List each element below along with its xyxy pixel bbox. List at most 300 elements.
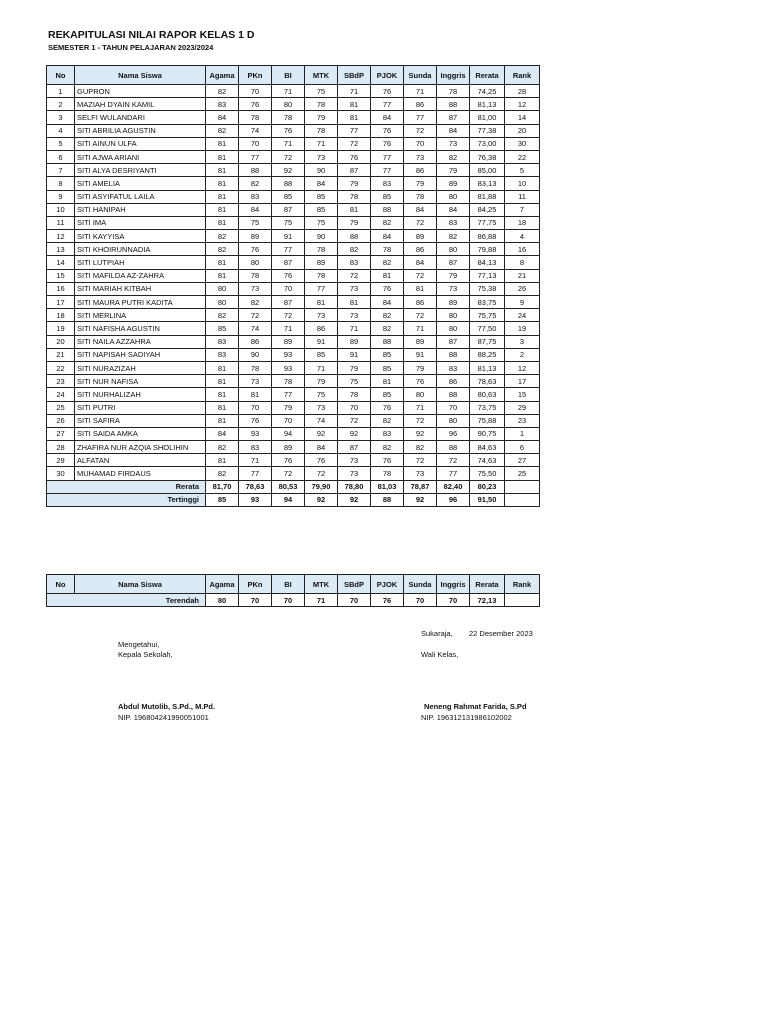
score-cell: 73	[239, 282, 272, 295]
score-cell: 76	[404, 375, 437, 388]
table-row	[47, 111, 540, 124]
table-row	[47, 216, 540, 229]
empty-cell	[505, 594, 540, 607]
student-name: SITI AMELIA	[75, 177, 206, 190]
score-cell: 71	[338, 322, 371, 335]
column-header: PKn	[239, 66, 272, 85]
principal-name: Abdul Mutolib, S.Pd., M.Pd.	[118, 702, 216, 711]
score-cell: 77	[371, 98, 404, 111]
table-row	[47, 427, 540, 440]
rank-cell: 4	[505, 230, 540, 243]
principal-role-label: Kepala Sekolah,	[118, 650, 173, 659]
score-cell: 83	[206, 335, 239, 348]
table-header-row	[47, 66, 540, 85]
score-cell: 71	[338, 85, 371, 98]
rank-cell: 21	[505, 269, 540, 282]
student-number: 27	[47, 427, 75, 440]
score-cell: 83	[338, 256, 371, 269]
score-cell: 85	[371, 348, 404, 361]
score-cell: 79	[437, 164, 470, 177]
score-cell: 70	[404, 137, 437, 150]
score-cell: 70	[272, 282, 305, 295]
rank-cell: 7	[505, 203, 540, 216]
score-cell: 81	[239, 388, 272, 401]
average-cell: 77,38	[470, 124, 505, 137]
grades-table	[46, 65, 540, 507]
average-cell: 83,13	[470, 177, 505, 190]
score-cell: 81	[206, 164, 239, 177]
score-cell: 88	[437, 388, 470, 401]
score-cell: 83	[437, 361, 470, 374]
student-number: 22	[47, 361, 75, 374]
average-cell: 83,75	[470, 296, 505, 309]
score-cell: 73	[338, 282, 371, 295]
average-cell: 84,25	[470, 203, 505, 216]
score-cell: 86	[437, 375, 470, 388]
score-cell: 87	[338, 164, 371, 177]
score-cell: 81	[338, 203, 371, 216]
score-cell: 87	[272, 203, 305, 216]
score-cell: 71	[404, 401, 437, 414]
column-header: Inggris	[437, 575, 470, 594]
score-cell: 86	[239, 335, 272, 348]
score-cell: 83	[437, 216, 470, 229]
score-cell: 80	[404, 388, 437, 401]
score-cell: 82	[206, 441, 239, 454]
summary-value: 93	[239, 493, 272, 506]
table-row	[47, 282, 540, 295]
score-cell: 77	[371, 150, 404, 163]
score-cell: 82	[404, 441, 437, 454]
score-cell: 85	[206, 322, 239, 335]
column-header: Agama	[206, 66, 239, 85]
table-row	[47, 361, 540, 374]
score-cell: 77	[272, 388, 305, 401]
rank-cell: 25	[505, 467, 540, 480]
score-cell: 82	[371, 414, 404, 427]
score-cell: 72	[437, 454, 470, 467]
column-header: MTK	[305, 66, 338, 85]
score-cell: 72	[404, 216, 437, 229]
score-cell: 81	[305, 296, 338, 309]
average-cell: 73,75	[470, 401, 505, 414]
score-cell: 73	[404, 467, 437, 480]
score-cell: 76	[239, 98, 272, 111]
score-cell: 73	[338, 309, 371, 322]
score-cell: 87	[437, 256, 470, 269]
student-number: 16	[47, 282, 75, 295]
score-cell: 76	[371, 124, 404, 137]
table-row	[47, 150, 540, 163]
average-cell: 78,63	[470, 375, 505, 388]
student-number: 3	[47, 111, 75, 124]
table-row	[47, 322, 540, 335]
summary-value: 70	[272, 594, 305, 607]
rank-cell: 29	[505, 401, 540, 414]
score-cell: 76	[371, 454, 404, 467]
score-cell: 89	[404, 335, 437, 348]
column-header: Rerata	[470, 575, 505, 594]
score-cell: 84	[371, 111, 404, 124]
summary-value: 70	[437, 594, 470, 607]
score-cell: 90	[239, 348, 272, 361]
score-cell: 81	[338, 98, 371, 111]
score-cell: 79	[272, 401, 305, 414]
score-cell: 83	[239, 190, 272, 203]
student-name: MUHAMAD FIRDAUS	[75, 467, 206, 480]
student-name: SITI ALYA DESRIYANTI	[75, 164, 206, 177]
score-cell: 76	[272, 269, 305, 282]
summary-value: 76	[371, 594, 404, 607]
column-header: PKn	[239, 575, 272, 594]
summary-value: 81,03	[371, 480, 404, 493]
student-number: 12	[47, 230, 75, 243]
score-cell: 82	[371, 441, 404, 454]
score-cell: 75	[305, 216, 338, 229]
student-name: SITI KAYYISA	[75, 230, 206, 243]
score-cell: 76	[338, 150, 371, 163]
score-cell: 72	[272, 150, 305, 163]
document-title: REKAPITULASI NILAI RAPOR KELAS 1 D	[48, 29, 255, 41]
rank-cell: 9	[505, 296, 540, 309]
principal-nip: NIP. 196804241990051001	[118, 713, 209, 722]
highest-row	[47, 493, 540, 506]
score-cell: 85	[371, 388, 404, 401]
score-cell: 78	[305, 243, 338, 256]
score-cell: 96	[437, 427, 470, 440]
column-header: Inggris	[437, 66, 470, 85]
score-cell: 82	[206, 467, 239, 480]
score-cell: 82	[206, 230, 239, 243]
rank-cell: 19	[505, 322, 540, 335]
score-cell: 76	[239, 414, 272, 427]
score-cell: 73	[239, 375, 272, 388]
score-cell: 75	[305, 388, 338, 401]
rank-cell: 23	[505, 414, 540, 427]
score-cell: 80	[239, 256, 272, 269]
student-name: SITI KHOIRUNNADIA	[75, 243, 206, 256]
score-cell: 76	[371, 282, 404, 295]
student-number: 11	[47, 216, 75, 229]
score-cell: 89	[437, 177, 470, 190]
student-name: SITI NAILA AZZAHRA	[75, 335, 206, 348]
score-cell: 78	[239, 111, 272, 124]
rank-cell: 24	[505, 309, 540, 322]
score-cell: 87	[437, 111, 470, 124]
score-cell: 85	[371, 361, 404, 374]
score-cell: 82	[371, 322, 404, 335]
summary-value: 79,90	[305, 480, 338, 493]
student-name: SITI ASYIFATUL LAILA	[75, 190, 206, 203]
summary-value: 96	[437, 493, 470, 506]
score-cell: 78	[239, 269, 272, 282]
score-cell: 78	[305, 98, 338, 111]
score-cell: 77	[338, 124, 371, 137]
average-cell: 79,88	[470, 243, 505, 256]
column-header: SBdP	[338, 66, 371, 85]
score-cell: 89	[437, 296, 470, 309]
score-cell: 84	[404, 256, 437, 269]
score-cell: 72	[272, 467, 305, 480]
score-cell: 78	[338, 190, 371, 203]
average-cell: 90,75	[470, 427, 505, 440]
student-number: 28	[47, 441, 75, 454]
score-cell: 73	[437, 282, 470, 295]
rank-cell: 20	[505, 124, 540, 137]
score-cell: 91	[338, 348, 371, 361]
score-cell: 78	[305, 124, 338, 137]
summary-value: 78,87	[404, 480, 437, 493]
score-cell: 72	[338, 137, 371, 150]
student-name: SITI HANIPAH	[75, 203, 206, 216]
rank-cell: 10	[505, 177, 540, 190]
score-cell: 70	[338, 401, 371, 414]
score-cell: 91	[305, 335, 338, 348]
score-cell: 86	[404, 98, 437, 111]
average-cell: 75,50	[470, 467, 505, 480]
rank-cell: 12	[505, 98, 540, 111]
score-cell: 73	[338, 467, 371, 480]
score-cell: 73	[338, 454, 371, 467]
student-number: 10	[47, 203, 75, 216]
score-cell: 70	[272, 414, 305, 427]
table-row	[47, 454, 540, 467]
summary-value: 78,63	[239, 480, 272, 493]
column-header: Agama	[206, 575, 239, 594]
score-cell: 71	[272, 137, 305, 150]
summary-value: 80,23	[470, 480, 505, 493]
student-name: SITI IMA	[75, 216, 206, 229]
empty-cell	[505, 493, 540, 506]
score-cell: 88	[371, 203, 404, 216]
column-header: Rerata	[470, 66, 505, 85]
score-cell: 89	[272, 335, 305, 348]
summary-value: 80,53	[272, 480, 305, 493]
student-name: SITI MARIAH KITBAH	[75, 282, 206, 295]
rank-cell: 12	[505, 361, 540, 374]
student-name: SITI AJWA ARIANI	[75, 150, 206, 163]
score-cell: 87	[338, 441, 371, 454]
score-cell: 78	[437, 85, 470, 98]
score-cell: 89	[239, 230, 272, 243]
summary-value: 80	[206, 594, 239, 607]
rank-cell: 28	[505, 85, 540, 98]
student-number: 21	[47, 348, 75, 361]
column-header: No	[47, 575, 75, 594]
column-header: Sunda	[404, 66, 437, 85]
student-number: 30	[47, 467, 75, 480]
score-cell: 81	[206, 414, 239, 427]
score-cell: 89	[404, 230, 437, 243]
score-cell: 72	[338, 414, 371, 427]
student-name: SITI NUR NAFISA	[75, 375, 206, 388]
summary-value: 70	[338, 594, 371, 607]
table-row	[47, 296, 540, 309]
student-name: SITI ABRILIA AGUSTIN	[75, 124, 206, 137]
summary-value: 88	[371, 493, 404, 506]
score-cell: 79	[338, 361, 371, 374]
table-row	[47, 388, 540, 401]
score-cell: 81	[371, 269, 404, 282]
rank-cell: 22	[505, 150, 540, 163]
score-cell: 70	[239, 401, 272, 414]
student-number: 8	[47, 177, 75, 190]
score-cell: 84	[239, 203, 272, 216]
score-cell: 83	[206, 98, 239, 111]
table-row	[47, 124, 540, 137]
student-name: GUPRON	[75, 85, 206, 98]
score-cell: 81	[338, 296, 371, 309]
column-header: BI	[272, 66, 305, 85]
score-cell: 76	[371, 401, 404, 414]
score-cell: 74	[239, 322, 272, 335]
score-cell: 82	[206, 124, 239, 137]
score-cell: 80	[272, 98, 305, 111]
student-name: SITI NURHALIZAH	[75, 388, 206, 401]
score-cell: 91	[272, 230, 305, 243]
column-header: Sunda	[404, 575, 437, 594]
score-cell: 88	[437, 98, 470, 111]
score-cell: 82	[239, 296, 272, 309]
score-cell: 82	[338, 243, 371, 256]
score-cell: 71	[305, 137, 338, 150]
score-cell: 81	[206, 375, 239, 388]
column-header: PJOK	[371, 575, 404, 594]
score-cell: 76	[239, 243, 272, 256]
lowest-row	[47, 594, 540, 607]
score-cell: 84	[404, 203, 437, 216]
student-number: 24	[47, 388, 75, 401]
student-number: 15	[47, 269, 75, 282]
score-cell: 84	[206, 427, 239, 440]
student-name: SITI SAIDA AMKA	[75, 427, 206, 440]
score-cell: 72	[239, 309, 272, 322]
score-cell: 79	[305, 375, 338, 388]
score-cell: 82	[371, 309, 404, 322]
score-cell: 78	[272, 375, 305, 388]
column-header: Nama Siswa	[75, 66, 206, 85]
score-cell: 86	[404, 243, 437, 256]
score-cell: 81	[206, 388, 239, 401]
score-cell: 92	[305, 427, 338, 440]
score-cell: 76	[371, 85, 404, 98]
score-cell: 72	[404, 309, 437, 322]
summary-value: 92	[404, 493, 437, 506]
student-name: SITI PUTRI	[75, 401, 206, 414]
score-cell: 83	[239, 441, 272, 454]
score-cell: 80	[206, 282, 239, 295]
score-cell: 79	[338, 177, 371, 190]
student-number: 19	[47, 322, 75, 335]
score-cell: 82	[437, 150, 470, 163]
score-cell: 77	[305, 282, 338, 295]
table-row	[47, 177, 540, 190]
student-name: SITI MAFILDA AZ-ZAHRA	[75, 269, 206, 282]
score-cell: 72	[404, 414, 437, 427]
column-header: BI	[272, 575, 305, 594]
score-cell: 89	[272, 441, 305, 454]
score-cell: 81	[206, 150, 239, 163]
score-cell: 79	[404, 361, 437, 374]
score-cell: 81	[206, 137, 239, 150]
score-cell: 72	[338, 269, 371, 282]
summary-value: 85	[206, 493, 239, 506]
table-row	[47, 243, 540, 256]
average-cell: 73,00	[470, 137, 505, 150]
score-cell: 89	[305, 256, 338, 269]
average-cell: 74,25	[470, 85, 505, 98]
rank-cell: 15	[505, 388, 540, 401]
average-row	[47, 480, 540, 493]
score-cell: 80	[437, 243, 470, 256]
score-cell: 77	[404, 111, 437, 124]
average-cell: 77,75	[470, 216, 505, 229]
score-cell: 72	[272, 309, 305, 322]
score-cell: 72	[404, 454, 437, 467]
score-cell: 73	[437, 137, 470, 150]
signature-date: 22 Desember 2023	[469, 629, 533, 638]
summary-value: 94	[272, 493, 305, 506]
average-cell: 74,63	[470, 454, 505, 467]
score-cell: 72	[404, 269, 437, 282]
score-cell: 80	[437, 309, 470, 322]
score-cell: 92	[404, 427, 437, 440]
student-name: SELFI WULANDARI	[75, 111, 206, 124]
signature-place: Sukaraja,	[421, 629, 453, 638]
score-cell: 85	[371, 190, 404, 203]
score-cell: 75	[305, 85, 338, 98]
score-cell: 87	[272, 256, 305, 269]
score-cell: 80	[437, 322, 470, 335]
score-cell: 88	[272, 177, 305, 190]
score-cell: 81	[206, 269, 239, 282]
student-name: ALFATAN	[75, 454, 206, 467]
principal-acknowledge-label: Mengetahui,	[118, 640, 160, 649]
score-cell: 79	[437, 269, 470, 282]
table-row	[47, 98, 540, 111]
student-number: 13	[47, 243, 75, 256]
score-cell: 88	[371, 335, 404, 348]
score-cell: 84	[437, 203, 470, 216]
score-cell: 77	[371, 164, 404, 177]
student-name: SITI AINUN ULFA	[75, 137, 206, 150]
score-cell: 78	[305, 269, 338, 282]
score-cell: 83	[371, 427, 404, 440]
score-cell: 83	[206, 348, 239, 361]
student-name: ZHAFIRA NUR AZQIA SHOLIHIN	[75, 441, 206, 454]
rank-cell: 26	[505, 282, 540, 295]
score-cell: 73	[404, 150, 437, 163]
student-name: SITI NAPISAH SADIYAH	[75, 348, 206, 361]
student-number: 29	[47, 454, 75, 467]
highest-row-label: Tertinggi	[47, 493, 206, 506]
summary-value: 72,13	[470, 594, 505, 607]
score-cell: 92	[272, 164, 305, 177]
table-row	[47, 203, 540, 216]
score-cell: 82	[371, 216, 404, 229]
rank-cell: 6	[505, 441, 540, 454]
score-cell: 70	[239, 137, 272, 150]
homeroom-role-label: Wali Kelas,	[421, 650, 459, 659]
score-cell: 84	[437, 124, 470, 137]
table-row	[47, 467, 540, 480]
student-number: 23	[47, 375, 75, 388]
average-cell: 88,25	[470, 348, 505, 361]
score-cell: 90	[305, 164, 338, 177]
rank-cell: 8	[505, 256, 540, 269]
table-header-row	[47, 575, 540, 594]
score-cell: 71	[404, 322, 437, 335]
